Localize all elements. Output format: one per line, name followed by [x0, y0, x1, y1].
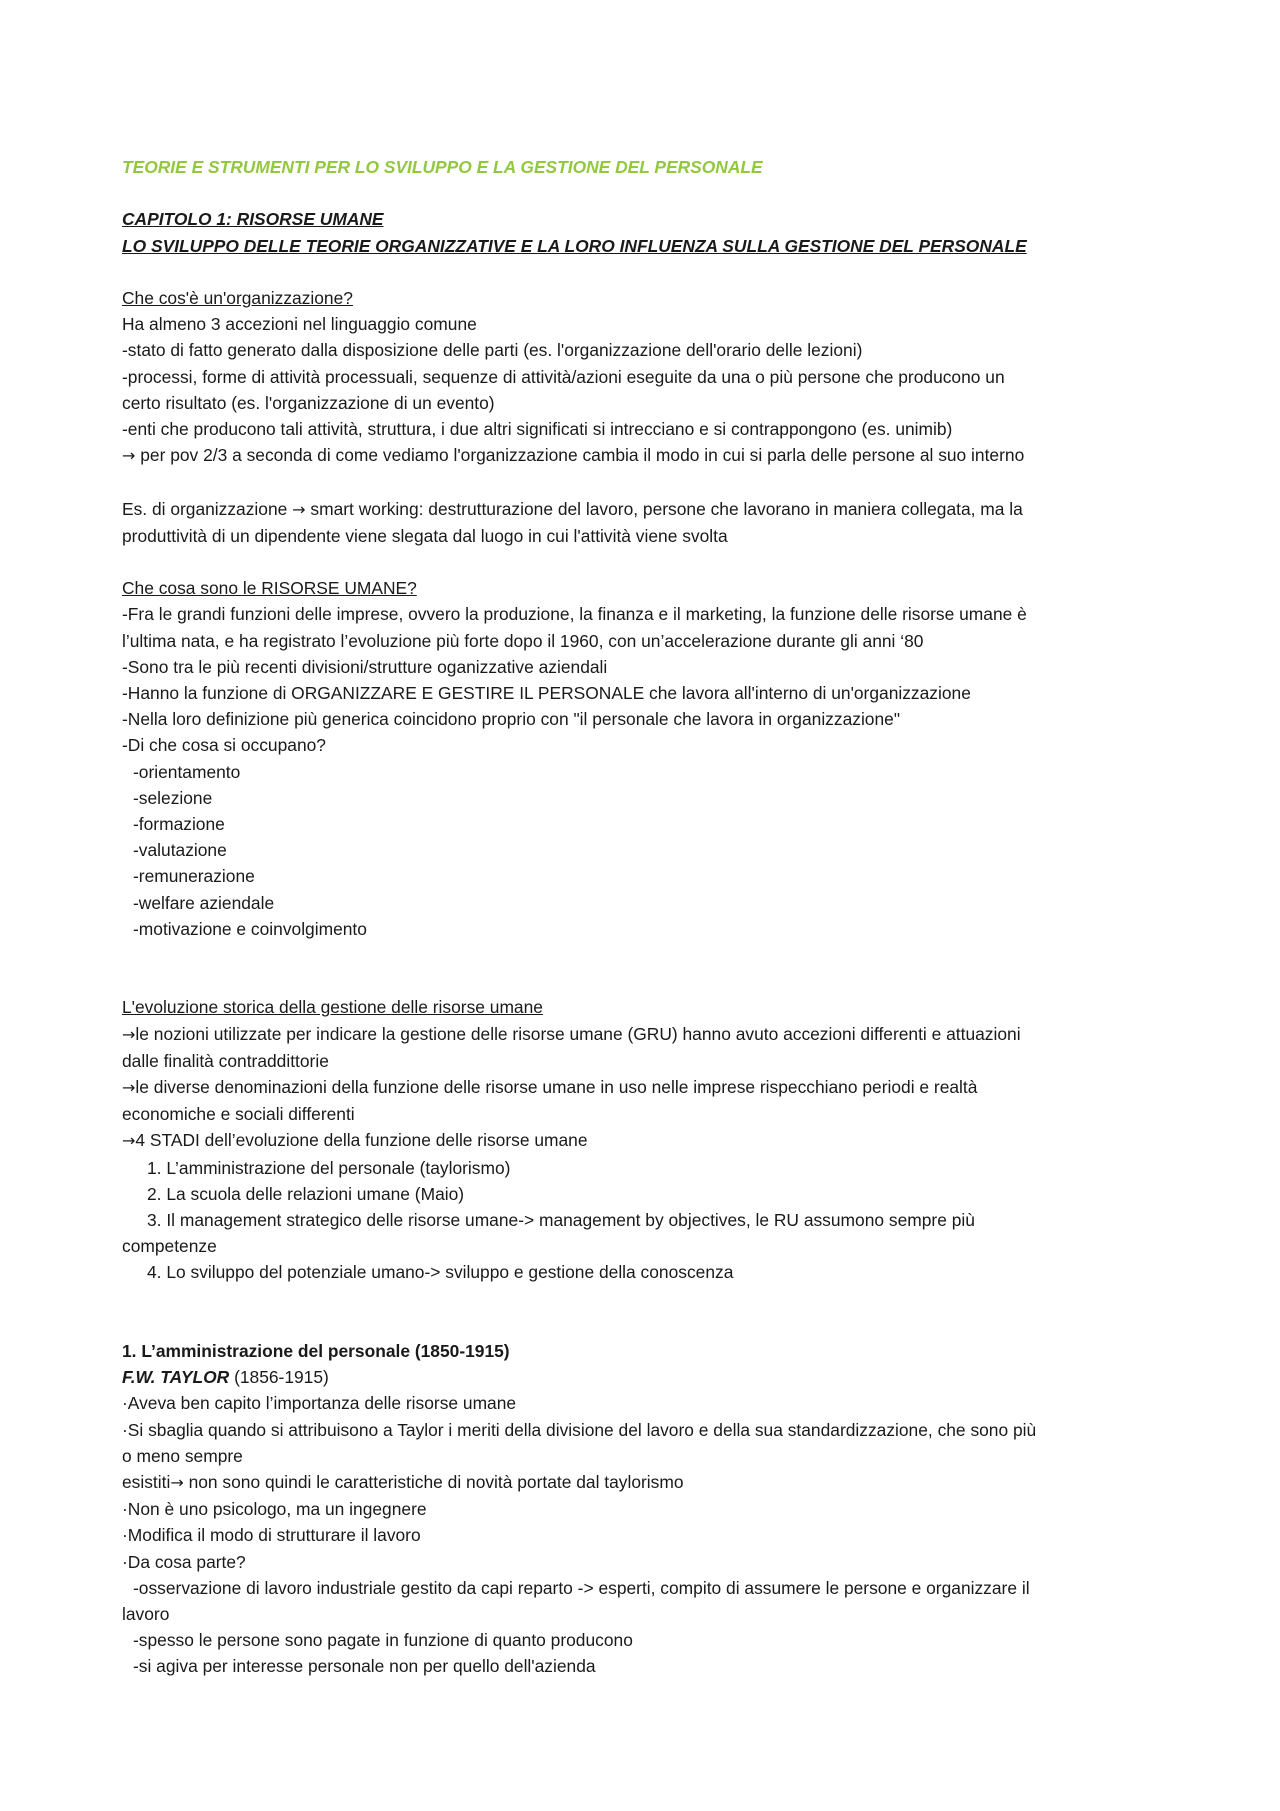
org-example-text: smart working: destrutturazione del lavoro, persone che lavorano in maniera collegata, ma la: [310, 498, 1023, 519]
taylor-years: (1856-1915): [229, 1367, 329, 1388]
evolution-point-1b: dalle finalità contraddittorie: [122, 1050, 329, 1071]
org-example: [122, 496, 1182, 523]
taylor-point-1: ·Aveva ben capito l’importanza delle risorse umane: [122, 1393, 517, 1414]
evolution-point-3-text: 4 STADI dell’evoluzione della funzione delle risorse umane: [135, 1130, 588, 1151]
org-meaning-2a: -processi, forme di attività processuali, sequenze di attività/azioni eseguite da una o più persone che producono un: [122, 366, 1005, 387]
taylor-subpoint-2: -spesso le persone sono pagate in funzione di quanto producono: [133, 1630, 633, 1651]
arrow-icon: →: [122, 1131, 136, 1151]
hr-line-4: -Nella loro definizione più generica coincidono proprio con "il personale che lavora in organizzazione": [122, 709, 900, 730]
evolution-stage-3a: 3. Il management strategico delle risorse umane-> management by objectives, le RU assumono sempre più: [147, 1210, 975, 1231]
taylor-point-3-post: non sono quindi le caratteristiche di novità portate dal taylorismo: [183, 1472, 684, 1493]
org-example-cont: produttività di un dipendente viene slegata dal luogo in cui l'attività viene svolta: [122, 525, 728, 546]
hr-task-item: -formazione: [133, 814, 225, 835]
hr-section-heading: Che cosa sono le RISORSE UMANE?: [122, 578, 417, 599]
taylor-name-line: [122, 1364, 1182, 1390]
org-arrow-note: [122, 442, 1182, 469]
taylor-point-3: [122, 1469, 1182, 1496]
org-meaning-2b: certo risultato (es. l'organizzazione di un evento): [122, 392, 495, 413]
hr-task-item: -welfare aziendale: [133, 892, 275, 913]
taylor-point-3-pre: esistiti: [122, 1472, 171, 1493]
org-intro: Ha almeno 3 accezioni nel linguaggio comune: [122, 314, 477, 335]
evolution-point-2b: economiche e sociali differenti: [122, 1104, 355, 1125]
arrow-icon: →: [122, 1024, 136, 1044]
hr-task-item: -remunerazione: [133, 866, 255, 887]
hr-line-5: -Di che cosa si occupano?: [122, 735, 326, 756]
org-meaning-3: -enti che producono tali attività, struttura, i due altri significati si intrecciano e si contrappongono (es. unimib): [122, 419, 953, 439]
arrow-icon: →: [122, 446, 136, 466]
hr-line-1b: l’ultima nata, e ha registrato l’evoluzione più forte dopo il 1960, con un’accelerazione durante gli anni ‘80: [122, 630, 924, 651]
taylor-subpoint-1a: -osservazione di lavoro industriale gestito da capi reparto -> esperti, compito di assumere le persone e organizzare il: [133, 1577, 1030, 1598]
evolution-point-3: [122, 1127, 1182, 1154]
org-meaning-1: -stato di fatto generato dalla disposizione delle parti (es. l'organizzazione dell'orario delle lezioni): [122, 340, 863, 361]
evolution-stage-3b: competenze: [122, 1236, 217, 1257]
taylor-name: F.W. TAYLOR: [122, 1367, 230, 1388]
evolution-stage-1: 1. L’amministrazione del personale (taylorismo): [147, 1157, 511, 1178]
hr-line-2: -Sono tra le più recenti divisioni/strutture oganizzative aziendali: [122, 656, 608, 677]
taylor-section-heading: 1. L’amministrazione del personale (1850-1915): [122, 1341, 510, 1362]
org-arrow-note-text: per pov 2/3 a seconda di come vediamo l'organizzazione cambia il modo in cui si parla delle persone al suo interno: [140, 445, 1025, 466]
arrow-icon: →: [292, 499, 306, 519]
evolution-point-1a: [122, 1021, 1182, 1048]
evolution-stage-4: 4. Lo sviluppo del potenziale umano-> sviluppo e gestione della conoscenza: [147, 1262, 734, 1283]
hr-task-item: -orientamento: [133, 761, 241, 782]
hr-line-1a: -Fra le grandi funzioni delle imprese, ovvero la produzione, la finanza e il marketing, la funzione delle risorse umane è: [122, 604, 1027, 625]
hr-task-item: -motivazione e coinvolgimento: [133, 918, 367, 939]
taylor-subpoint-3: -si agiva per interesse personale non per quello dell'azienda: [133, 1656, 596, 1677]
arrow-icon: →: [170, 1473, 184, 1493]
chapter-subheading: LO SVILUPPO DELLE TEORIE ORGANIZZATIVE E LA LORO INFLUENZA SULLA GESTIONE DEL PERSONALE: [122, 235, 1027, 256]
org-section-heading: Che cos'è un'organizzazione?: [122, 287, 353, 308]
org-example-label: Es. di organizzazione: [122, 498, 288, 519]
evolution-point-2a: [122, 1074, 1182, 1101]
taylor-point-2a: ·Si sbaglia quando si attribuisono a Taylor i meriti della divisione del lavoro e della sua standardizzazione, che sono più: [122, 1419, 1037, 1440]
document-page: [122, 154, 1182, 1680]
evolution-section-heading: L'evoluzione storica della gestione delle risorse umane: [122, 997, 543, 1018]
hr-task-item: -valutazione: [133, 840, 227, 861]
evolution-point-1a-text: le nozioni utilizzate per indicare la gestione delle risorse umane (GRU) hanno avuto accezioni differenti e attuazioni: [135, 1023, 1021, 1044]
arrow-icon: →: [122, 1078, 136, 1098]
evolution-point-2a-text: le diverse denominazioni della funzione delle risorse umane in uso nelle imprese rispecchiano periodi e realtà: [135, 1077, 978, 1098]
taylor-point-2b: o meno sempre: [122, 1445, 243, 1466]
taylor-subpoint-1b: lavoro: [122, 1604, 170, 1625]
taylor-point-6: ·Da cosa parte?: [122, 1551, 246, 1572]
hr-task-item: -selezione: [133, 787, 213, 808]
taylor-point-4: ·Non è uno psicologo, ma un ingegnere: [122, 1499, 427, 1520]
hr-line-3: -Hanno la funzione di ORGANIZZARE E GESTIRE IL PERSONALE che lavora all'interno di un'organizzazione: [122, 683, 971, 703]
evolution-stage-2: 2. La scuola delle relazioni umane (Maio): [147, 1183, 465, 1204]
document-title: TEORIE E STRUMENTI PER LO SVILUPPO E LA GESTIONE DEL PERSONALE: [122, 157, 763, 177]
taylor-point-5: ·Modifica il modo di strutturare il lavoro: [122, 1525, 421, 1546]
chapter-heading: CAPITOLO 1: RISORSE UMANE: [122, 209, 384, 230]
